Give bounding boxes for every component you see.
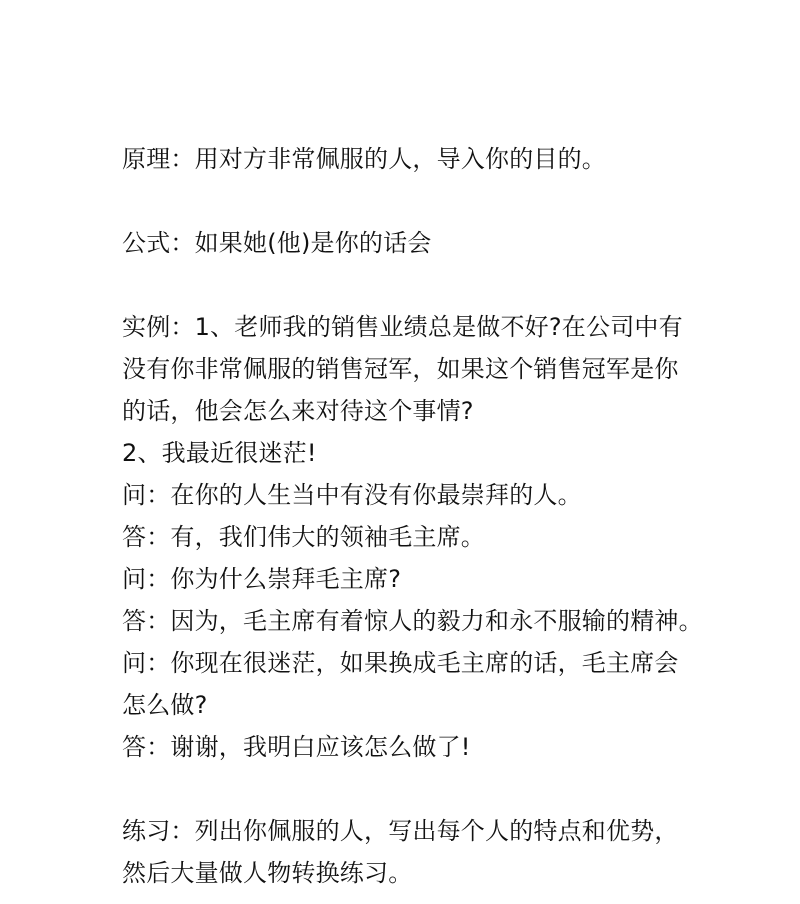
answer-2: 答：因为，毛主席有着惊人的毅力和永不服输的精神。 [122,607,703,635]
principle-text: 原理：用对方非常佩服的人，导入你的目的。 [122,145,606,173]
question-2: 问：你为什么崇拜毛主席? [122,565,402,593]
practice-line-1: 练习：列出你佩服的人，写出每个人的特点和优势， [122,817,679,845]
example-1-line-2: 没有你非常佩服的销售冠军，如果这个销售冠军是你 [122,355,679,383]
question-3-line-2: 怎么做? [122,691,208,719]
blank-line [122,264,762,306]
answer-3: 答：谢谢，我明白应该怎么做了! [122,733,471,761]
practice-line-2: 然后大量做人物转换练习。 [122,859,413,887]
question-1: 问：在你的人生当中有没有你最崇拜的人。 [122,481,582,509]
example-2-text: 2、我最近很迷茫! [122,439,317,467]
formula-text: 公式：如果她(他)是你的话会 [122,229,432,257]
example-1-line-1: 实例：1、老师我的销售业绩总是做不好?在公司中有 [122,313,683,341]
document-body [122,138,762,894]
answer-1: 答：有，我们伟大的领袖毛主席。 [122,523,485,551]
blank-line [122,768,762,810]
question-3-line-1: 问：你现在很迷茫，如果换成毛主席的话，毛主席会 [122,649,679,677]
blank-line [122,180,762,222]
example-1-line-3: 的话，他会怎么来对待这个事情? [122,397,474,425]
